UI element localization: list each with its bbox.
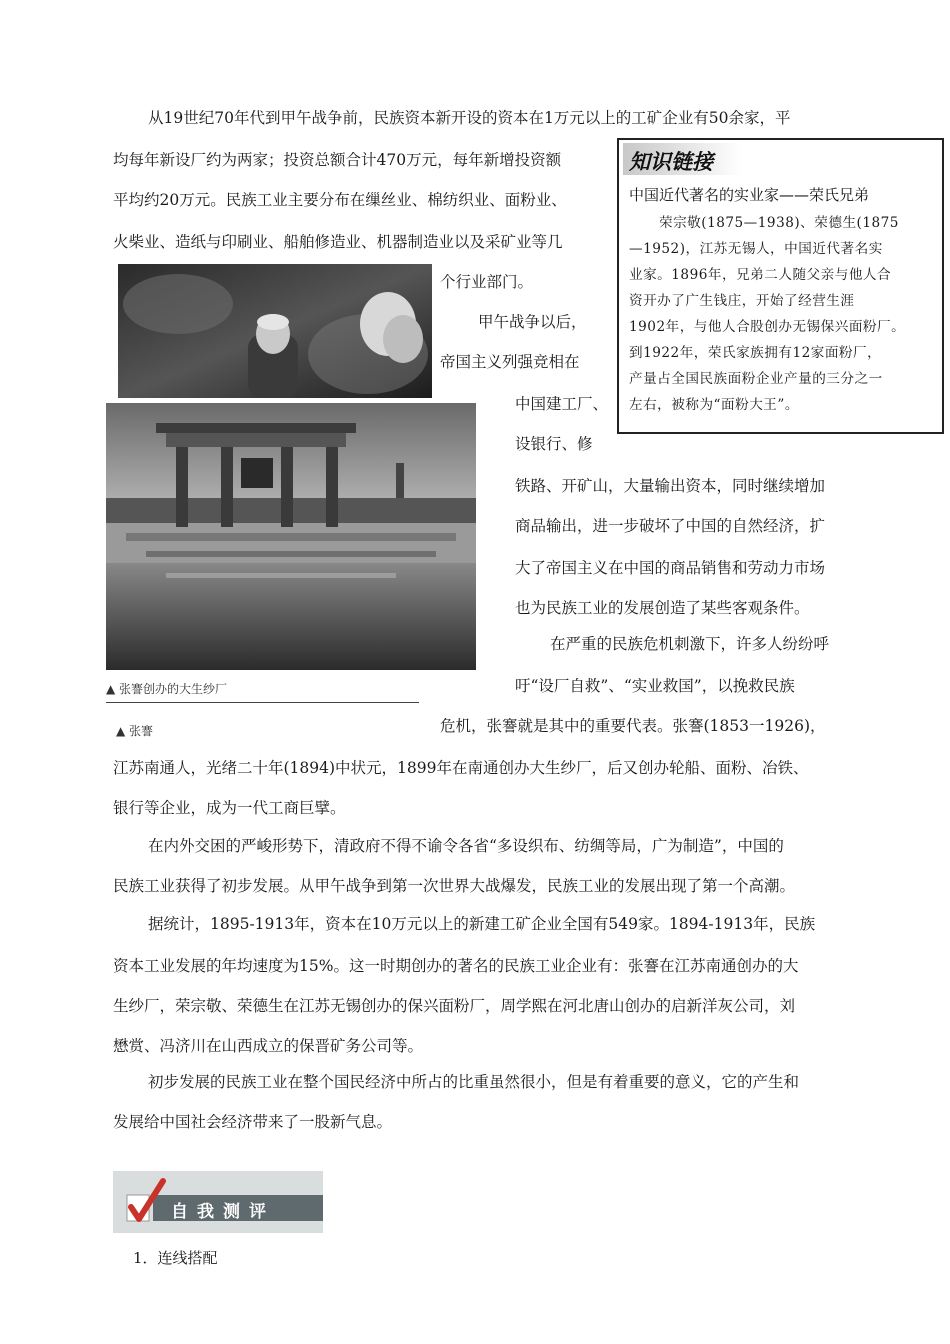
box-line: 荣宗敬(1875—1938)、荣德生(1875 [659, 215, 899, 231]
paragraph-line: 民族工业获得了初步发展。从甲午战争到第一次世界大战爆发，民族工业的发展出现了第一个高潮。 [113, 877, 796, 895]
box-line: 1902年，与他人合股创办无锡保兴面粉厂。 [629, 319, 906, 335]
paragraph-line: 危机，张謇就是其中的重要代表。张謇(1853一1926)， [440, 717, 826, 735]
paragraph-line: 设银行、修 [515, 435, 593, 453]
box-line: 业家。1896年，兄弟二人随父亲与他人合 [629, 267, 892, 283]
paragraph-line: 均每年新设厂约为两家；投资总额合计470万元，每年新增投资额 [113, 151, 562, 169]
checkmark-icon [123, 1177, 167, 1229]
box-line: 产量占全国民族面粉企业产量的三分之一 [629, 371, 883, 387]
factory-caption: ▲ 张謇创办的大生纱厂 [106, 682, 228, 696]
paragraph-line: 吁“设厂自救”、“实业救国”，以挽救民族 [515, 677, 795, 695]
box-line: —1952)，江苏无锡人，中国近代著名实 [629, 241, 883, 257]
paragraph-line: 懋赏、冯济川在山西成立的保晋矿务公司等。 [113, 1037, 424, 1055]
paragraph-line: 生纱厂，荣宗敬、荣德生在江苏无锡创办的保兴面粉厂，周学熙在河北唐山创办的启新洋灰公司，刘 [113, 997, 796, 1015]
paragraph-line: 也为民族工业的发展创造了某些客观条件。 [515, 599, 810, 617]
paragraph-line: 在内外交困的严峻形势下，清政府不得不谕令各省“多设织布、纺绸等局，广为制造”，中国的 [148, 837, 784, 855]
paragraph-line: 在严重的民族危机刺激下，许多人纷纷呼 [550, 635, 830, 653]
self-assessment-banner [113, 1171, 323, 1233]
box-line: 左右，被称为“面粉大王”。 [629, 397, 799, 413]
paragraph-line: 从19世纪70年代到甲午战争前，民族资本新开设的资本在1万元以上的工矿企业有50余家，平 [148, 109, 791, 127]
portrait-caption: ▲ 张謇 [116, 724, 154, 738]
paragraph-line: 银行等企业，成为一代工商巨擘。 [113, 799, 346, 817]
box-line: 资开办了广生钱庄，开始了经营生涯 [629, 293, 855, 309]
paragraph-line: 帝国主义列强竞相在 [440, 353, 580, 371]
paragraph-line: 江苏南通人，光绪二十年(1894)中状元，1899年在南通创办大生纱厂，后又创办轮船、面粉、冶铁、 [113, 759, 809, 777]
paragraph-line: 平均约20万元。民族工业主要分布在缫丝业、棉纺织业、面粉业、 [113, 191, 567, 209]
paragraph-line: 铁路、开矿山，大量输出资本，同时继续增加 [515, 477, 826, 495]
factory-photo [106, 403, 476, 670]
box-title: 知识链接 [629, 150, 713, 174]
banner-label: 自我测评 [171, 1202, 275, 1222]
portrait-photo [118, 264, 432, 398]
paragraph-line: 初步发展的民族工业在整个国民经济中所占的比重虽然很小，但是有着重要的意义，它的产生和 [148, 1073, 800, 1091]
knowledge-link-box [617, 138, 944, 434]
paragraph-line: 个行业部门。 [440, 273, 534, 291]
question-1: 1．连线搭配 [133, 1249, 218, 1267]
paragraph-line: 甲午战争以后， [478, 313, 587, 331]
box-line: 到1922年，荣氏家族拥有12家面粉厂， [629, 345, 882, 361]
box-subtitle: 中国近代著名的实业家——荣氏兄弟 [629, 186, 870, 204]
paragraph-line: 火柴业、造纸与印刷业、船舶修造业、机器制造业以及采矿业等几 [113, 233, 563, 251]
paragraph-line: 资本工业发展的年均速度为15%。这一时期创办的著名的民族工业企业有：张謇在江苏南通创办的大 [113, 957, 799, 975]
paragraph-line: 发展给中国社会经济带来了一股新气息。 [113, 1113, 393, 1131]
paragraph-line: 据统计，1895-1913年，资本在10万元以上的新建工矿企业全国有549家。1894-1913年，民族 [148, 915, 816, 933]
paragraph-line: 大了帝国主义在中国的商品销售和劳动力市场 [515, 559, 826, 577]
paragraph-line: 商品输出，进一步破坏了中国的自然经济，扩 [515, 517, 826, 535]
paragraph-line: 中国建工厂、 [515, 395, 609, 413]
caption-divider [106, 702, 419, 703]
